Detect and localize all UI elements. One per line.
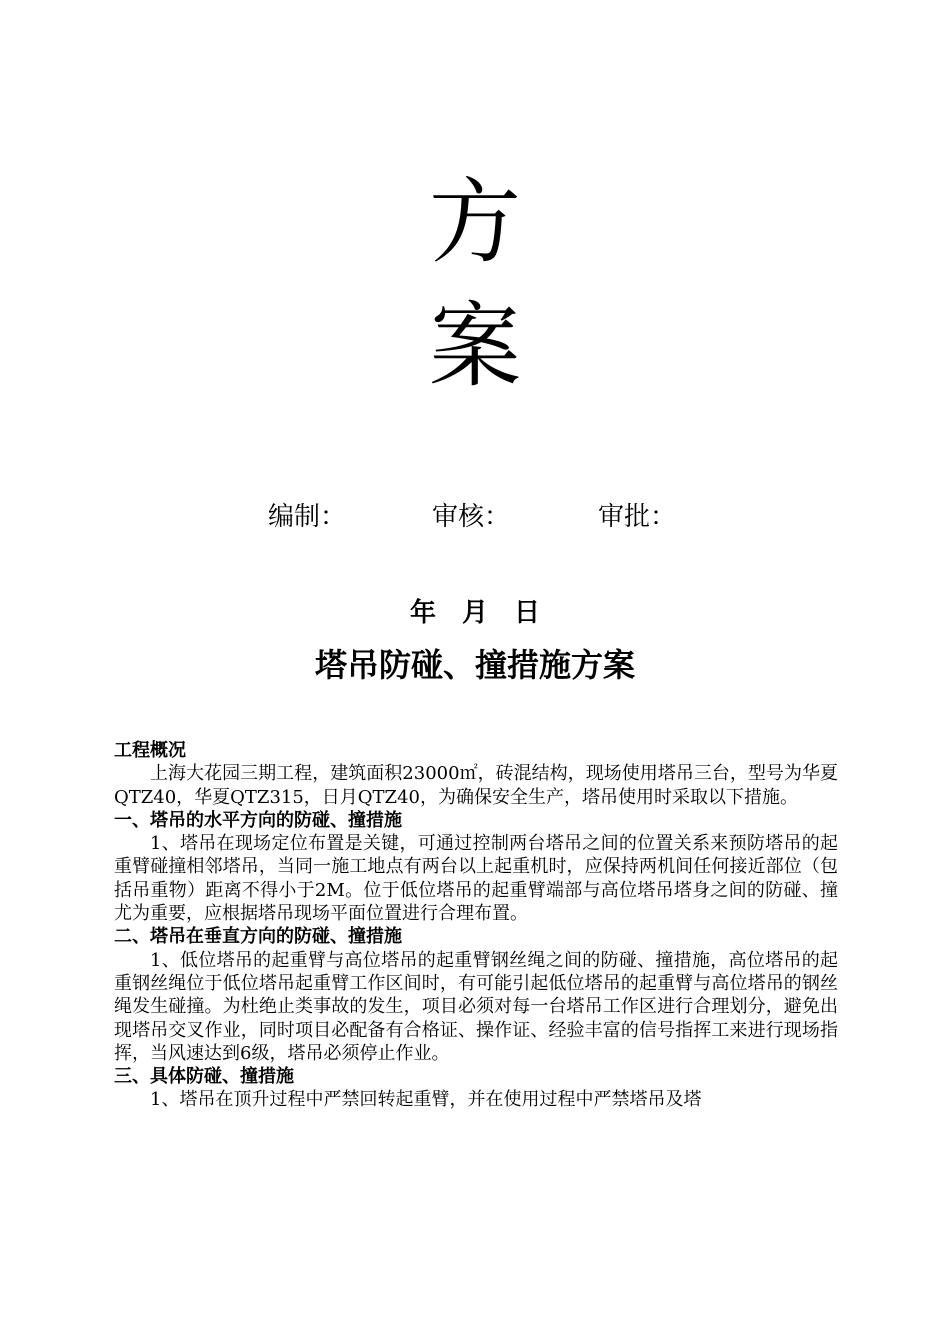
reviewed-by-label: 审核： <box>432 502 511 532</box>
section-heading-horizontal: 一、塔吊的水平方向的防碰、撞措施 <box>114 809 402 831</box>
cover-title-char-an: 案 <box>428 293 521 400</box>
document-title: 塔吊防碰、撞措施方案 <box>314 646 635 684</box>
section-paragraph-vertical: 1、低位塔吊的起重臂与高位塔吊的起重臂钢丝绳之间的防碰、撞措施，高位塔吊的起重钢丝绳位于低位塔吊起重臂工作区间时，有可能引起低位塔吊的起重臂与高位塔吊的钢丝绳发生碰撞。为杜绝止类事故的发生，项目必须对每一台塔吊工作区进行合理划分，避免出现塔吊交叉作业，同时项目必配备有合格证、操作证、经验丰富的信号指挥工来进行现场指挥，当风速达到6级，塔吊必须停止作业。 <box>114 949 838 1064</box>
date-line: 年 月 日 <box>409 598 540 628</box>
compiled-by-label: 编制： <box>268 502 347 532</box>
section-paragraph-overview: 上海大花园三期工程，建筑面积23000㎡，砖混结构，现场使用塔吊三台，型号为华夏QTZ40，华夏QTZ315，日月QTZ40，为确保安全生产，塔吊使用时采取以下措施。 <box>114 763 838 808</box>
section-heading-overview: 工程概况 <box>114 740 186 761</box>
document-body <box>114 739 838 1112</box>
approved-by-label: 审批： <box>598 502 677 532</box>
section-heading-vertical: 二、塔吊在垂直方向的防碰、撞措施 <box>114 926 402 948</box>
section-paragraph-specific: 1、塔吊在顶升过程中严禁回转起重臂，并在使用过程中严禁塔吊及塔 <box>150 1089 702 1111</box>
cover-title-char-fang: 方 <box>428 169 521 276</box>
signature-row <box>0 497 950 537</box>
section-heading-specific: 三、具体防碰、撞措施 <box>114 1066 294 1088</box>
section-paragraph-horizontal: 1、塔吊在现场定位布置是关键，可通过控制两台塔吊之间的位置关系来预防塔吊的起重臂碰撞相邻塔吊，当同一施工地点有两台以上起重机时，应保持两机间任何接近部位（包括吊重物）距离不得小于2M。位于低位塔吊的起重臂端部与高位塔吊塔身之间的防碰、撞尤为重要，应根据塔吊现场平面位置进行合理布置。 <box>114 833 838 925</box>
